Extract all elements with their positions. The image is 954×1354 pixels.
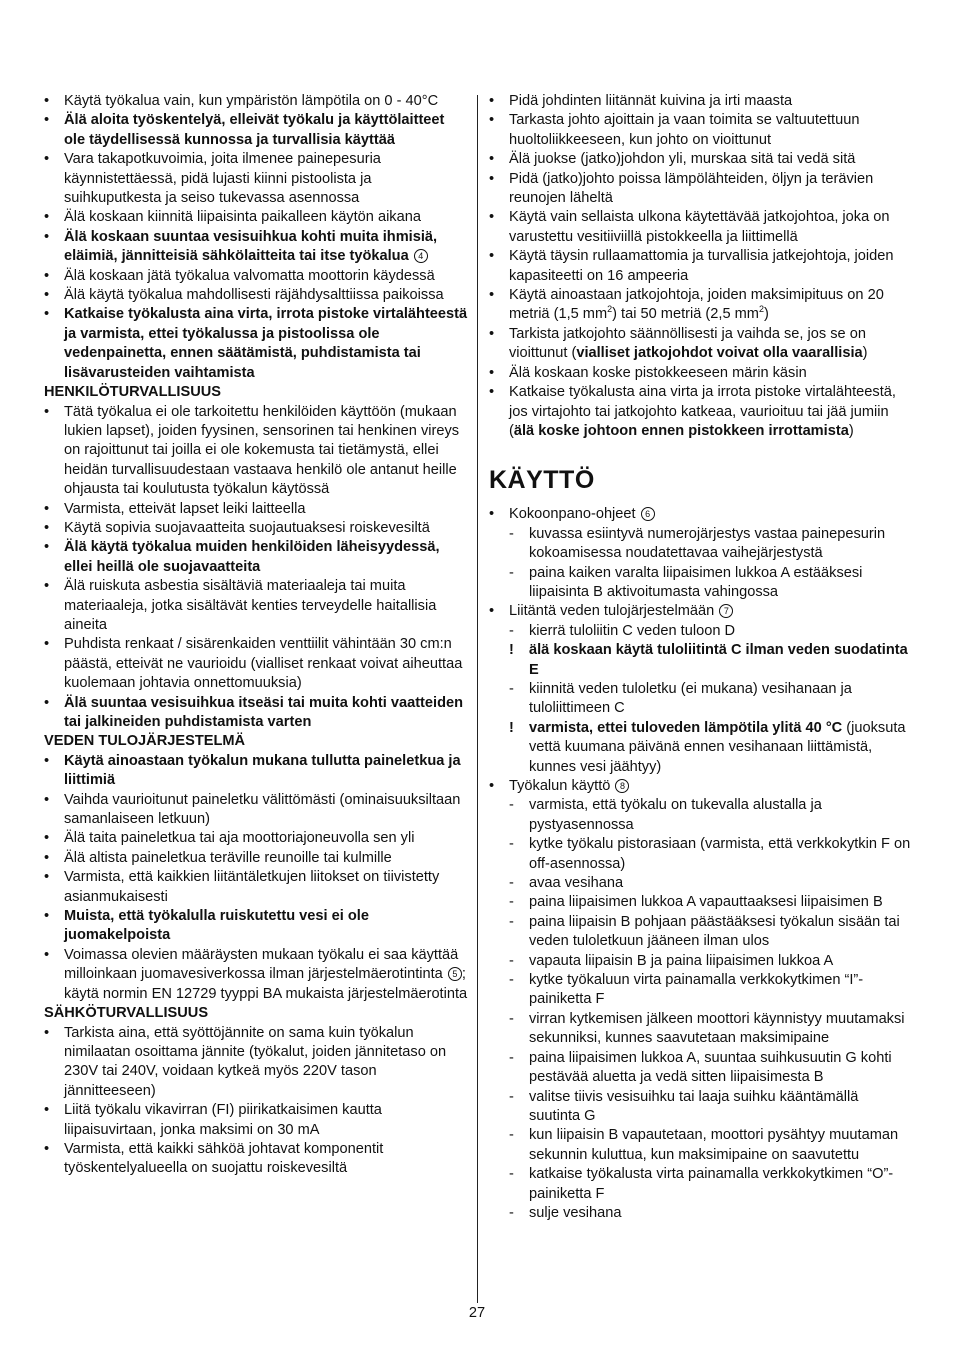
usage-section	[489, 505, 911, 1223]
dash-item	[489, 1165, 911, 1204]
bullet-marker: •	[489, 778, 495, 794]
bullet-item	[44, 907, 468, 946]
dash-marker: -	[509, 1088, 514, 1105]
bullet-item	[489, 111, 911, 150]
text-run: Liitä työkalu vikavirran (FI) piirikatkaisimen kautta liipaisuvirtaan, jonka maksimi on 30 mA	[64, 1102, 382, 1138]
bullet-item	[44, 849, 468, 868]
bullet-item	[44, 305, 468, 383]
bullet-item	[44, 635, 468, 693]
text-run: Käytä täysin rullaamattomia ja turvallisia jatkejohtoja, joiden kapasiteetti on 16 ampeeria	[509, 248, 894, 284]
dash-marker: -	[509, 1127, 514, 1144]
section-title-kaytto: KÄYTTÖ	[489, 466, 595, 495]
bullet-item	[489, 602, 911, 621]
bullet-marker: •	[44, 93, 50, 109]
dash-marker: -	[509, 1204, 514, 1221]
bullet-item	[489, 247, 911, 286]
text-run: )	[763, 306, 769, 323]
text-run: kytke työkaluun virta painamalla verkkokytkimen “I”-painiketta F	[529, 972, 864, 1008]
text-run: vapauta liipaisin B ja paina liipaisimen lukkoa A	[529, 952, 834, 969]
text-run: Varmista, että kaikkien liitäntäletkujen liitokset on tiivistetty asianmukaisesti	[64, 869, 440, 905]
bold-text: älä koske johtoon ennen pistokkeen irrottamista	[513, 422, 849, 439]
bullet-item	[44, 111, 468, 150]
dash-marker: -	[509, 525, 514, 542]
dash-marker: -	[509, 913, 514, 930]
text-run: Älä koskaan suuntaa vesisuihkua kohti muita ihmisiä, eläimiä, jännitteisiä sähkölaitteita tai itse työkalua	[64, 228, 438, 265]
text-run: ; käytä normin EN 12729 tyyppi BA mukaista järjestelmäerotinta	[64, 966, 468, 1002]
bullet-marker: •	[489, 287, 495, 304]
text-run: Älä käytä työkalua muiden henkilöiden läheisyydessä, ellei heillä ole suojavaatteita	[64, 539, 440, 575]
bullet-marker: •	[489, 112, 495, 129]
figure-reference: 4	[414, 249, 428, 263]
bullet-marker: •	[44, 403, 50, 420]
text-run: Käytä ainoastaan työkalun mukana tullutta paineletkua ja liittimiä	[64, 752, 461, 789]
warning-marker: !	[509, 719, 514, 736]
bullet-item	[489, 286, 911, 325]
figure-reference: 7	[719, 604, 733, 618]
dash-item	[489, 893, 911, 912]
text-run: Tarkista jatkojohto säännöllisesti ja vaihda se, jos se on vioittunut (	[509, 325, 866, 362]
bullet-marker: •	[44, 578, 50, 595]
text-run: Kokoonpano-ohjeet	[509, 506, 636, 523]
bullet-item	[44, 752, 468, 791]
text-run: Työkalun käyttö	[509, 778, 611, 794]
text-run: kuvassa esiintyvä numerojärjestys vastaa painepesurin kokoamisessa noudatettavaa vaihejärjestystä	[529, 525, 886, 562]
bullet-marker: •	[44, 1140, 50, 1157]
text-run: Tarkasta johto ajoittain ja vaan toimita se valtuutettuun huoltoliikkeeseen, kun johto on vioittunut	[509, 112, 860, 148]
bullet-marker: •	[44, 306, 50, 323]
bold-text: vialliset jatkojohdot voivat olla vaarallisia	[576, 345, 863, 362]
warning-item	[489, 641, 911, 680]
bullet-marker: •	[44, 752, 50, 769]
text-run: Voimassa olevien määräysten mukaan työkalu ei saa käyttää milloinkaan juomavesiverkossa ilman järjestelmäerotintinta	[64, 946, 459, 983]
bullet-marker: •	[44, 209, 50, 226]
text-run: kytke työkalu pistorasiaan (varmista, että verkkokytkin F on off-asennossa)	[529, 836, 911, 872]
section-heading: VEDEN TULOJÄRJESTELMÄ	[44, 733, 246, 750]
bullet-item	[44, 829, 468, 848]
text-run: paina liipaisin B pohjaan päästääksesi työkalun sisään tai veden tuloletkuun jääneen ilman ulos	[529, 913, 900, 950]
text-run: paina kaiken varalta liipaisimen lukkoa A estääksesi liipaisinta B aktivoitumasta vahingossa	[529, 564, 863, 600]
text-run: ) tai 50 metriä (2,5 mm	[612, 306, 759, 323]
bullet-marker: •	[489, 506, 495, 523]
dash-marker: -	[509, 1166, 514, 1183]
bullet-item	[44, 1024, 468, 1102]
dash-item	[489, 971, 911, 1010]
bullet-item	[489, 170, 911, 209]
bullet-marker: •	[489, 325, 495, 342]
bullet-item	[44, 267, 468, 286]
bullet-marker: •	[44, 908, 50, 925]
bullet-item	[489, 364, 911, 383]
bullet-item	[44, 228, 468, 267]
text-run: kiinnitä veden tuloletku (ei mukana) vesihanaan ja tuloliittimeen C	[529, 680, 852, 717]
warning-item	[489, 719, 911, 777]
bullet-marker: •	[44, 1102, 50, 1119]
dash-item	[489, 1088, 911, 1127]
text-run: Muista, että työkalulla ruiskutettu vesi ei ole juomakelpoista	[64, 908, 369, 944]
text-run: kierrä tuloliitin C veden tuloon D	[529, 622, 736, 639]
bullet-item	[44, 150, 468, 208]
electrical-safety-continued	[489, 92, 911, 441]
text-run: Varmista, että kaikki sähköä johtavat komponentit työskentelyalueella on suojattu roiskevesiltä	[64, 1140, 384, 1177]
figure-reference: 8	[615, 779, 629, 793]
bullet-item	[44, 208, 468, 227]
bullet-item	[489, 383, 911, 441]
dash-marker: -	[509, 875, 514, 892]
text-run: paina liipaisimen lukkoa A, suuntaa suihkusuutin G kohti pestävää aluetta ja vedä sitten liipaisimesta B	[529, 1049, 892, 1086]
dash-marker: -	[509, 972, 514, 989]
bullet-marker: •	[489, 364, 495, 381]
text-run: )	[848, 422, 854, 439]
bullet-item	[44, 519, 468, 538]
bullet-item	[44, 694, 468, 733]
bullet-marker: •	[44, 946, 50, 963]
text-run: Älä koskaan koske pistokkeeseen märin käsin	[509, 364, 807, 381]
bullet-marker: •	[44, 849, 50, 866]
bullet-marker: •	[44, 287, 50, 304]
column-divider	[477, 95, 478, 1303]
page-number: 27	[468, 1305, 486, 1321]
text-run: Älä altista paineletkua teräville reunoille tai kulmille	[64, 849, 392, 866]
text-run: Katkaise työkalusta aina virta ja irrota pistoke virtalähteestä, jos virtajohto tai jatkojohto katkeaa, vaurioituu tai jää jumiin (	[509, 384, 896, 439]
dash-item	[489, 913, 911, 952]
text-run: Älä ruiskuta asbestia sisältäviä materiaaleja tai muita materiaaleja, jotka sisältävät kenties terveydelle haitallisia aineita	[64, 578, 437, 633]
superscript: 2	[607, 304, 613, 315]
text-run: (juoksuta vettä kuumana päivänä ennen vesihanaan liittämistä, kunnes vesi jäähtyy)	[529, 719, 906, 775]
dash-item	[489, 680, 911, 719]
text-run: Älä taita paineletkua tai aja moottoriajoneuvolla sen yli	[64, 830, 415, 847]
text-run: Tarkista aina, että syöttöjännite on sama kuin työkalun nimilaatan osoittama jännite (työkalut, joiden jännitetaso on 230V tai 240V, voidaan kytkeä myös 220V tason jännitteeseen)	[64, 1024, 447, 1099]
bullet-item	[44, 868, 468, 907]
dash-item	[489, 1010, 911, 1049]
bullet-marker: •	[44, 830, 50, 847]
bullet-marker: •	[44, 151, 50, 168]
bullet-marker: •	[489, 248, 495, 265]
bullet-item	[44, 946, 468, 1004]
dash-item	[489, 1204, 911, 1223]
bullet-marker: •	[489, 151, 495, 168]
bullet-item	[489, 505, 911, 524]
dash-marker: -	[509, 564, 514, 581]
bullet-marker: •	[489, 384, 495, 401]
figure-reference: 5	[448, 967, 462, 981]
bullet-item	[44, 92, 468, 111]
bullet-item	[44, 1101, 468, 1140]
section-heading: HENKILÖTURVALLISUUS	[44, 384, 222, 401]
right-column	[489, 92, 911, 1223]
text-run: virran kytkemisen jälkeen moottori käynnistyy muutamaksi sekunniksi, kunnes saavutetaan maksimipaine	[529, 1010, 905, 1047]
bullet-marker: •	[44, 636, 50, 653]
text-run: )	[862, 345, 868, 362]
text-run: Älä koskaan jätä työkalua valvomatta moottorin käydessä	[64, 267, 435, 284]
bullet-item	[489, 208, 911, 247]
text-run: Katkaise työkalusta aina virta, irrota pistoke virtalähteestä ja varmista, ettei työkalussa ja pistoolissa ole vedenpainetta, ennen säätämistä, puhdistamista tai lisävarusteiden vaihtamista	[64, 306, 468, 381]
bullet-item	[44, 538, 468, 577]
superscript: 2	[758, 304, 764, 315]
figure-reference: 6	[641, 507, 655, 521]
bullet-marker: •	[44, 1024, 50, 1041]
text-run: Käytä sopivia suojavaatteita suojautuaksesi roiskevesiltä	[64, 519, 430, 536]
bullet-marker: •	[44, 228, 50, 245]
bullet-item	[44, 577, 468, 635]
dash-marker: -	[509, 836, 514, 853]
dash-item	[489, 564, 911, 603]
text-run: kun liipaisin B vapautetaan, moottori pysähtyy muutaman sekunnin kuluttua, kun maksimipaine on saavutettu	[529, 1127, 899, 1163]
bullet-item	[44, 286, 468, 305]
bullet-marker: •	[44, 267, 50, 284]
dash-marker: -	[509, 680, 514, 697]
bullet-marker: •	[44, 791, 50, 808]
text-run: Käytä työkalua vain, kun ympäristön lämpötila on 0 - 40°C	[64, 93, 439, 109]
warning-marker: !	[509, 642, 514, 659]
text-run: Käytä ainoastaan jatkojohtoja, joiden maksimipituus on 20 metriä (1,5 mm	[509, 287, 884, 323]
bullet-item	[489, 150, 911, 169]
bullet-marker: •	[44, 500, 50, 517]
text-run: Älä aloita työskentelyä, elleivät työkalu ja käyttölaitteet ole täydellisessä kunnossa ja turvallisia käyttää	[64, 112, 445, 148]
text-run: valitse tiivis vesisuihku tai laaja suihku kääntämällä suutinta G	[529, 1088, 859, 1124]
text-run: Vara takapotkuvoimia, joita ilmenee painepesuria käynnistettäessä, pidä lujasti kiinni pistoolista ja suihkuputkesta ja seiso tukevassa asennossa	[64, 151, 381, 207]
bullet-marker: •	[44, 539, 50, 556]
text-run: Vaihda vaurioitunut paineletku välittömästi (ominaisuuksiltaan samanlaiseen letkuun)	[64, 791, 461, 828]
dash-item	[489, 525, 911, 564]
dash-item	[489, 1126, 911, 1165]
text-run: Älä suuntaa vesisuihkua itseäsi tai muita kohti vaatteiden tai jalkineiden puhdistamista varten	[64, 694, 464, 730]
bullet-marker: •	[489, 603, 495, 620]
text-run: Käytä vain sellaista ulkona käytettävää jatkojohtoa, joka on varustettu vesitiiviillä pistokkeella ja liittimellä	[509, 209, 890, 245]
dash-marker: -	[509, 622, 514, 639]
text-run: Pidä (jatko)johto poissa lämpölähteiden, öljyn ja terävien reunojen läheltä	[509, 170, 874, 207]
text-run: Älä käytä työkalua mahdollisesti räjähdysalttiissa paikoissa	[64, 287, 444, 304]
dash-marker: -	[509, 894, 514, 911]
text-run: Puhdista renkaat / sisärenkaiden venttiilit vähintään 30 cm:n päästä, etteivät ne vaurioidu (vialliset renkaat voivat aiheuttaa kuolemaan johtavia onnettomuuksia)	[64, 636, 463, 692]
dash-item	[489, 622, 911, 641]
text-run: sulje vesihana	[529, 1204, 622, 1221]
dash-marker: -	[509, 797, 514, 814]
dash-marker: -	[509, 1049, 514, 1066]
bullet-marker: •	[44, 519, 50, 536]
bullet-item	[44, 1140, 468, 1179]
dash-item	[489, 835, 911, 874]
left-column	[44, 92, 468, 1179]
bullet-item	[44, 791, 468, 830]
bullet-marker: •	[489, 93, 495, 109]
text-run: Älä juokse (jatko)johdon yli, murskaa sitä tai vedä sitä	[509, 151, 856, 168]
bullet-item	[44, 403, 468, 500]
text-run: varmista, että työkalu on tukevalla alustalla ja pystyasennossa	[529, 797, 822, 833]
section-heading: SÄHKÖTURVALLISUUS	[44, 1005, 209, 1022]
text-run: Varmista, etteivät lapset leiki laitteella	[64, 500, 306, 517]
bullet-marker: •	[44, 112, 50, 129]
bullet-marker: •	[44, 869, 50, 886]
text-run: paina liipaisimen lukkoa A vapauttaaksesi liipaisimen B	[529, 894, 883, 911]
text-run: Älä koskaan kiinnitä liipaisinta paikalleen käytön aikana	[64, 209, 421, 226]
bullet-item	[489, 325, 911, 364]
bullet-item	[489, 92, 911, 111]
dash-item	[489, 874, 911, 893]
text-run: Pidä johdinten liitännät kuivina ja irti maasta	[509, 93, 793, 109]
dash-marker: -	[509, 1010, 514, 1027]
bold-text: varmista, ettei tuloveden lämpötila ylitä 40 °C	[529, 719, 843, 736]
dash-marker: -	[509, 952, 514, 969]
dash-item	[489, 796, 911, 835]
bullet-marker: •	[489, 170, 495, 187]
text-run: älä koskaan käytä tuloliitintä C ilman veden suodatinta E	[529, 642, 908, 678]
bullet-marker: •	[44, 694, 50, 711]
bullet-item	[44, 500, 468, 519]
bullet-marker: •	[489, 209, 495, 226]
text-run: Tätä työkalua ei ole tarkoitettu henkilöiden käyttöön (mukaan lukien lapset), joiden fyysinen, sensorinen tai henkinen vireys on rajoittunut tai joilla ei ole kokemusta tai tietämystä, ellei heidän turvallisuudestaan vastaava henkilö ole antanut heille ohjausta tai koulutusta työkalun käytössä	[64, 403, 460, 498]
dash-item	[489, 1049, 911, 1088]
text-run: Liitäntä veden tulojärjestelmään	[509, 603, 715, 620]
bullet-item	[489, 777, 911, 796]
text-run: avaa vesihana	[529, 875, 624, 892]
text-run: katkaise työkalusta virta painamalla verkkokytkimen “O”-painiketta F	[529, 1166, 894, 1202]
dash-item	[489, 952, 911, 971]
